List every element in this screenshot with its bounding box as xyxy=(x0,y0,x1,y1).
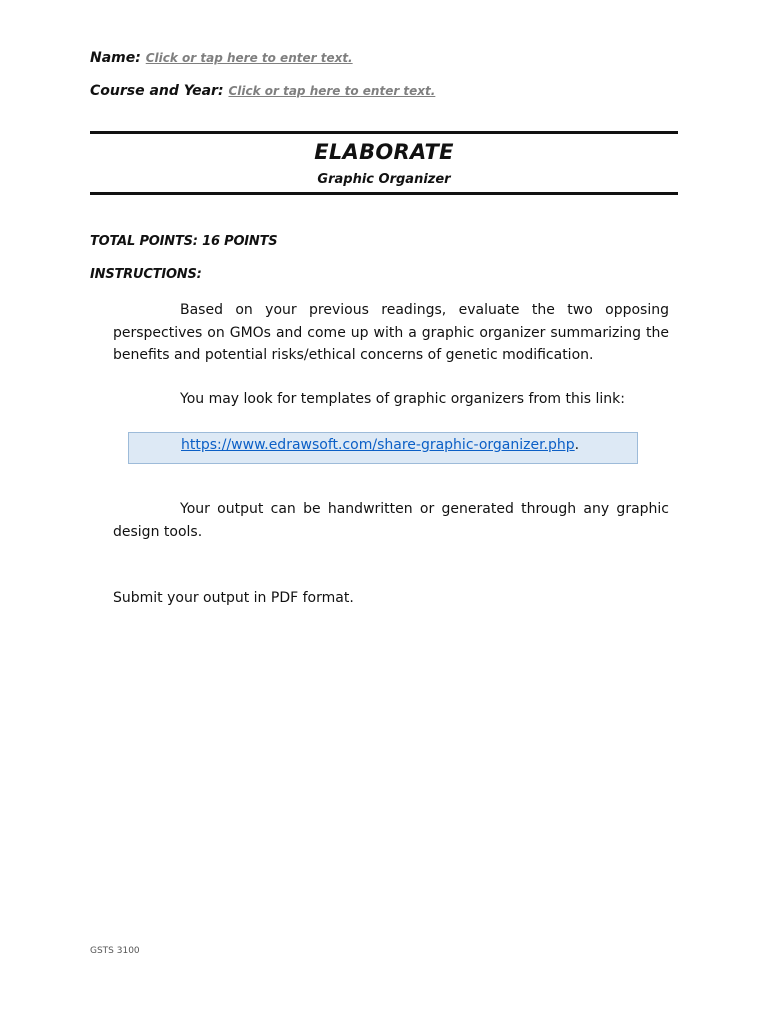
instruction-paragraph-1: Based on your previous readings, evaluate the two opposing perspectives on GMOs and come up with a graphic organizer summarizing the benefits and potential risks/ethical concerns of genetic modification. xyxy=(113,302,669,363)
course-input[interactable]: Click or tap here to enter text. xyxy=(228,84,436,98)
course-field-row xyxy=(90,83,435,99)
page-title: ELABORATE xyxy=(314,140,454,164)
footer-course-code: GSTS 3100 xyxy=(90,946,140,956)
instruction-paragraph-4: Submit your output in PDF format. xyxy=(113,590,354,606)
instruction-paragraph-2: You may look for templates of graphic organizers from this link: xyxy=(180,391,625,407)
link-box xyxy=(128,432,638,464)
course-label: Course and Year xyxy=(90,83,218,99)
total-points-label: TOTAL POINTS: 16 POINTS xyxy=(90,234,278,249)
instructions-label: INSTRUCTIONS: xyxy=(90,267,202,282)
template-link[interactable]: https://www.edrawsoft.com/share-graphic-organizer.php xyxy=(181,437,575,453)
instruction-paragraph-3: Your output can be handwritten or generated through any graphic design tools. xyxy=(113,501,669,540)
header-bottom-rule xyxy=(90,192,678,195)
header-top-rule xyxy=(90,131,678,134)
link-period: . xyxy=(574,437,580,453)
course-colon: : xyxy=(217,83,224,99)
link-line xyxy=(181,437,579,453)
name-label: Name xyxy=(90,50,136,66)
name-colon: : xyxy=(135,50,141,66)
name-input[interactable]: Click or tap here to enter text. xyxy=(145,51,353,65)
page-subtitle: Graphic Organizer xyxy=(317,172,451,187)
name-field-row xyxy=(90,50,353,66)
